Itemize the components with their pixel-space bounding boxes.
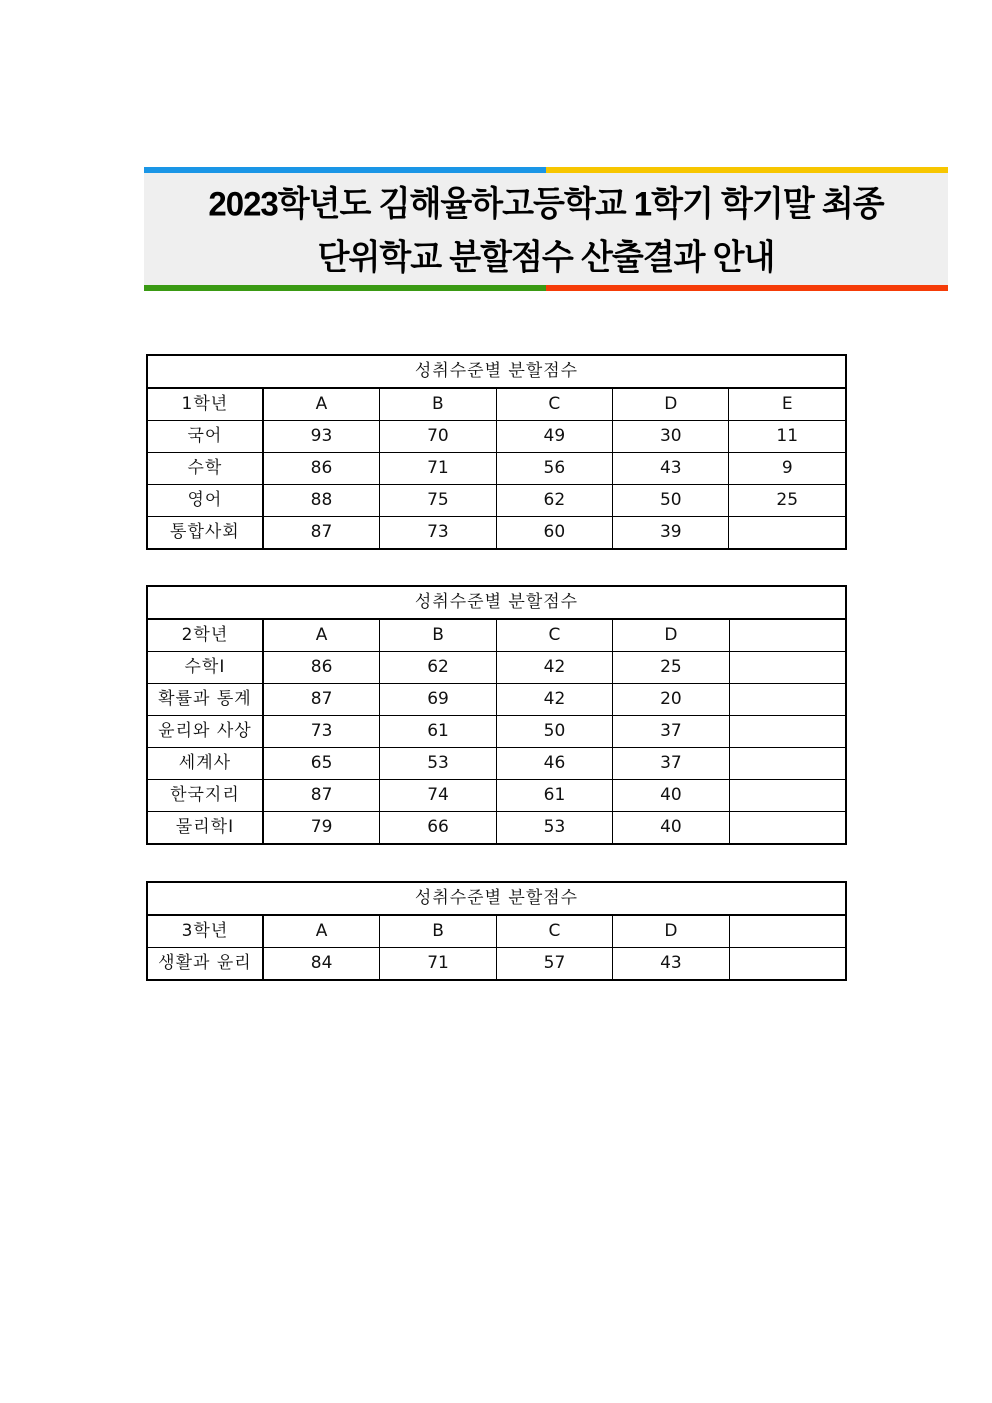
- header-row: [147, 619, 846, 652]
- cutoff-score: 40: [613, 812, 729, 845]
- accent-bar-bottom-left: [144, 285, 546, 291]
- cutoff-score: 37: [613, 748, 729, 780]
- cutoff-score: 88: [263, 485, 380, 517]
- cutoff-score: 87: [263, 684, 380, 716]
- subject-name: 수학Ⅰ: [147, 652, 263, 684]
- cutoff-score: 37: [613, 716, 729, 748]
- table-row: [147, 485, 846, 517]
- cutoff-score: 25: [729, 485, 846, 517]
- cutoff-score: 61: [496, 780, 612, 812]
- cutoff-score: [729, 748, 846, 780]
- cutoff-score: 71: [380, 948, 496, 981]
- cutoff-score: [729, 948, 846, 981]
- grade-1-cutoff-table: [146, 354, 847, 550]
- header-row: [147, 388, 846, 421]
- table-row: [147, 517, 846, 550]
- cutoff-score: 60: [496, 517, 612, 550]
- cutoff-score: 42: [496, 684, 612, 716]
- table-row: [147, 421, 846, 453]
- level-header: A: [263, 619, 380, 652]
- grade-3-cutoff-table: [146, 881, 847, 981]
- cutoff-score: 9: [729, 453, 846, 485]
- level-header: C: [496, 619, 612, 652]
- level-header: B: [380, 388, 496, 421]
- cutoff-score: 73: [263, 716, 380, 748]
- cutoff-score: 66: [380, 812, 496, 845]
- level-header: C: [496, 388, 612, 421]
- cutoff-score: 50: [613, 485, 729, 517]
- caption-row: [147, 586, 846, 619]
- subject-name: 한국지리: [147, 780, 263, 812]
- subject-name: 영어: [147, 485, 263, 517]
- cutoff-score: 61: [380, 716, 496, 748]
- cutoff-score: [729, 812, 846, 845]
- cutoff-score: [729, 684, 846, 716]
- caption-row: [147, 882, 846, 915]
- accent-bar-top-left: [144, 167, 546, 173]
- cutoff-score: 50: [496, 716, 612, 748]
- accent-bar-bottom-right: [546, 285, 948, 291]
- cutoff-score: 56: [496, 453, 612, 485]
- table-row: [147, 748, 846, 780]
- table-row: [147, 453, 846, 485]
- cutoff-score: 57: [496, 948, 612, 981]
- level-header: [729, 915, 846, 948]
- cutoff-score: 46: [496, 748, 612, 780]
- table-caption: 성취수준별 분할점수: [147, 355, 846, 388]
- grade-label: 3학년: [147, 915, 263, 948]
- subject-name: 수학: [147, 453, 263, 485]
- grade-2-cutoff-table: [146, 585, 847, 845]
- subject-name: 국어: [147, 421, 263, 453]
- table-row: [147, 948, 846, 981]
- cutoff-score: 79: [263, 812, 380, 845]
- subject-name: 세계사: [147, 748, 263, 780]
- cutoff-score: 62: [496, 485, 612, 517]
- cutoff-score: 87: [263, 517, 380, 550]
- cutoff-score: 43: [613, 948, 729, 981]
- level-header: D: [613, 915, 729, 948]
- level-header: [729, 619, 846, 652]
- grade-label: 1학년: [147, 388, 263, 421]
- header-row: [147, 915, 846, 948]
- subject-name: 물리학Ⅰ: [147, 812, 263, 845]
- subject-name: 윤리와 사상: [147, 716, 263, 748]
- level-header: A: [263, 388, 380, 421]
- cutoff-score: 49: [496, 421, 612, 453]
- table-row: [147, 684, 846, 716]
- cutoff-score: 53: [496, 812, 612, 845]
- level-header: B: [380, 619, 496, 652]
- table-caption: 성취수준별 분할점수: [147, 882, 846, 915]
- caption-row: [147, 355, 846, 388]
- level-header: B: [380, 915, 496, 948]
- cutoff-score: 65: [263, 748, 380, 780]
- subject-name: 통합사회: [147, 517, 263, 550]
- cutoff-score: 74: [380, 780, 496, 812]
- cutoff-score: 84: [263, 948, 380, 981]
- table-caption: 성취수준별 분할점수: [147, 586, 846, 619]
- accent-bar-top-right: [546, 167, 948, 173]
- cutoff-score: 43: [613, 453, 729, 485]
- title-banner: [144, 167, 948, 291]
- page-title: [144, 176, 948, 283]
- cutoff-score: 69: [380, 684, 496, 716]
- level-header: D: [613, 388, 729, 421]
- level-header: E: [729, 388, 846, 421]
- cutoff-score: 71: [380, 453, 496, 485]
- level-header: C: [496, 915, 612, 948]
- cutoff-score: 11: [729, 421, 846, 453]
- cutoff-score: 30: [613, 421, 729, 453]
- cutoff-score: [729, 716, 846, 748]
- cutoff-score: 42: [496, 652, 612, 684]
- cutoff-score: 25: [613, 652, 729, 684]
- cutoff-score: [729, 517, 846, 550]
- cutoff-score: 73: [380, 517, 496, 550]
- subject-name: 확률과 통계: [147, 684, 263, 716]
- cutoff-score: 86: [263, 652, 380, 684]
- cutoff-score: [729, 780, 846, 812]
- cutoff-score: 39: [613, 517, 729, 550]
- table-row: [147, 652, 846, 684]
- cutoff-score: 87: [263, 780, 380, 812]
- cutoff-score: 86: [263, 453, 380, 485]
- title-line-2: 단위학교 분할점수 산출결과 안내: [317, 237, 775, 277]
- table-row: [147, 716, 846, 748]
- cutoff-score: 40: [613, 780, 729, 812]
- cutoff-score: 62: [380, 652, 496, 684]
- cutoff-score: [729, 652, 846, 684]
- level-header: A: [263, 915, 380, 948]
- cutoff-score: 70: [380, 421, 496, 453]
- level-header: D: [613, 619, 729, 652]
- cutoff-score: 20: [613, 684, 729, 716]
- cutoff-score: 53: [380, 748, 496, 780]
- cutoff-score: 75: [380, 485, 496, 517]
- table-row: [147, 812, 846, 845]
- grade-label: 2학년: [147, 619, 263, 652]
- subject-name: 생활과 윤리: [147, 948, 263, 981]
- table-row: [147, 780, 846, 812]
- cutoff-score: 93: [263, 421, 380, 453]
- title-line-1: 2023학년도 김해율하고등학교 1학기 학기말 최종: [208, 183, 884, 223]
